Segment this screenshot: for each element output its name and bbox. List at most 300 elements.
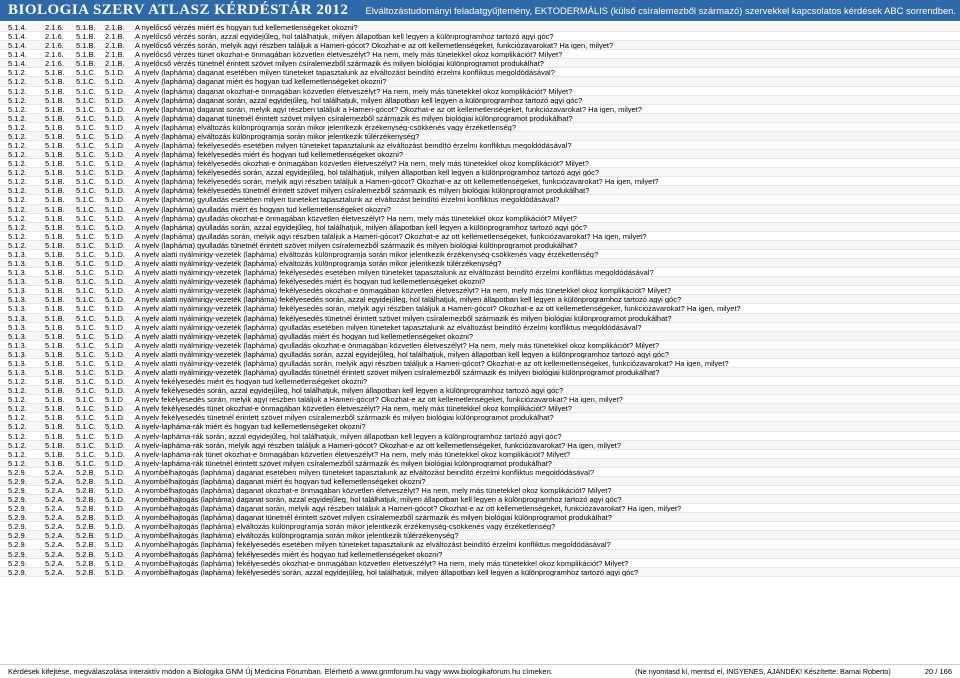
code-col-4: 5.1.D. <box>105 413 126 423</box>
code-col-2: 5.1.B. <box>45 331 65 341</box>
code-col-4: 5.1.D. <box>105 77 126 87</box>
question-text: A nyelv (lapháma) fekélyesedés tünetnél érintett szövet milyen csíralemezből származik és milyen biológiai különprogramot produkálhat? <box>135 186 590 195</box>
code-col-3: 5.1.C. <box>76 422 97 432</box>
question-text: A nyelv alatti nyálmirigy-vezeték (lapháma) gyulladás tünetnél érintett szövet milyen csíralemezből származik és milyen biológiai különprogramot produkálhat? <box>135 367 660 377</box>
table-row <box>0 540 960 549</box>
code-col-2: 5.1.B. <box>45 186 65 196</box>
code-col-4: 5.1.D. <box>105 540 126 550</box>
table-row <box>0 232 960 241</box>
code-col-3: 5.1.C. <box>76 313 97 323</box>
question-text: A nyombélhajtogás (lapháma) elváltozás különprogramja során mikor jelentkezik túlérzékenység? <box>135 531 459 540</box>
code-col-3: 5.1.C. <box>76 440 97 450</box>
code-col-2: 5.1.B. <box>45 358 65 368</box>
code-col-2: 5.1.B. <box>45 322 65 332</box>
code-col-4: 5.1.D. <box>105 522 126 532</box>
code-col-2: 5.1.B. <box>45 259 65 269</box>
code-col-2: 5.1.B. <box>45 449 65 459</box>
code-col-2: 5.1.B. <box>45 277 65 287</box>
code-col-3: 5.1.C. <box>76 150 97 160</box>
table-row <box>0 450 960 459</box>
code-col-3: 5.1.C. <box>76 104 97 114</box>
code-col-4: 5.1.D. <box>105 86 126 96</box>
code-col-1: 5.1.3. <box>8 367 27 377</box>
code-col-2: 5.1.B. <box>45 222 65 232</box>
code-col-2: 2.1.6. <box>45 50 64 60</box>
question-text: A nyelőcső vérzés tünet okozhat-e önmagában közvetlen életveszélyt? Ha nem, mely más tünetekkel okoz komplikációt? Milyet? <box>135 50 563 59</box>
table-row <box>0 150 960 159</box>
code-col-4: 5.1.D. <box>105 485 126 495</box>
code-col-1: 5.1.2. <box>8 386 27 396</box>
question-text: A nyelv alatti nyálmirigy-vezeték (lapháma) elváltozás különprogramja során mikor jelentkezik túlérzékenység? <box>135 259 502 268</box>
code-col-3: 5.1.C. <box>76 177 97 187</box>
question-text: A nyelv (lapháma) daganat során, azzal egyidejűleg, hol találhatjuk, milyen állapotban kell legyen a különprogramhoz tartozó agyi góc? <box>135 95 583 104</box>
code-col-3: 5.1.C. <box>76 249 97 259</box>
question-text: A nyelv (lapháma) gyulladás során, azzal egyidejűleg, hol találhatjuk, milyen állapotban kell legyen a különprogramhoz tartozó agyi góc? <box>135 222 587 231</box>
code-col-2: 5.1.B. <box>45 150 65 160</box>
code-col-3: 5.1.C. <box>76 168 97 178</box>
question-text: A nyelőcső vérzés során, melyik agyi részben találjuk a Hameri-gócot? Okozhat-e az ott kellemetlenségeket, funkciózavarokat? Ha igen, milyet? <box>135 41 614 50</box>
code-col-3: 5.1.C. <box>76 77 97 87</box>
code-col-1: 5.1.3. <box>8 322 27 332</box>
code-col-2: 5.1.B. <box>45 286 65 296</box>
code-col-2: 5.2.A. <box>45 504 65 514</box>
table-row <box>0 341 960 350</box>
question-text: A nyelv (lapháma) gyulladás tünetnél érintett szövet milyen csíralemezből származik és milyen biológiai különprogramot produkálhat? <box>135 240 578 249</box>
code-col-3: 5.1.C. <box>76 367 97 377</box>
code-col-1: 5.1.2. <box>8 159 27 169</box>
table-row <box>0 522 960 531</box>
code-col-1: 5.1.2. <box>8 150 27 160</box>
question-text: A nyelv (lapháma) daganat okozhat-e önmagában közvetlen életveszélyt? Ha nem, mely más tünetekkel okoz komplikációt? Milyet? <box>135 86 573 95</box>
code-col-1: 5.1.2. <box>8 177 27 187</box>
code-col-1: 5.1.2. <box>8 213 27 223</box>
question-text: A nyombélhajtogás (lapháma) daganat miért és hogyan tud kellemetlenségeket okozni? <box>135 476 426 485</box>
table-row <box>0 205 960 214</box>
code-col-2: 2.1.6. <box>45 41 64 51</box>
question-text: A nyelv fekélyesedés során, melyik agyi részben találjuk a Hameri-gócot? Okozhat-e az ott kellemetlenségeket, funkciózavarokat? Ha igen, milyet? <box>135 395 623 404</box>
code-col-3: 5.1.C. <box>76 377 97 387</box>
code-col-1: 5.1.2. <box>8 377 27 387</box>
code-col-3: 5.1.C. <box>76 349 97 359</box>
table-row <box>0 359 960 368</box>
code-col-3: 5.2.B. <box>76 513 96 523</box>
code-col-2: 5.1.B. <box>45 113 65 123</box>
table-row <box>0 304 960 313</box>
question-text: A nyelv (lapháma) gyulladás esetében milyen tüneteket tapasztalunk az elváltozást beindító érzelmi konfliktus megoldódásával? <box>135 195 560 204</box>
code-col-1: 5.1.3. <box>8 331 27 341</box>
code-col-4: 5.1.D. <box>105 386 126 396</box>
question-text: A nyelőcső vérzés tünetnél érintett szövet milyen csíralemezből származik és milyen biológiai különprogramot produkálhat? <box>135 59 544 68</box>
code-col-3: 5.1.C. <box>76 413 97 423</box>
code-col-3: 5.2.B. <box>76 522 96 532</box>
code-col-4: 5.1.D. <box>105 222 126 232</box>
code-col-4: 2.1.B. <box>105 50 125 60</box>
table-row <box>0 422 960 431</box>
code-col-4: 5.1.D. <box>105 186 126 196</box>
page-header <box>0 0 960 21</box>
code-col-1: 5.2.9. <box>8 467 27 477</box>
code-col-1: 5.1.2. <box>8 186 27 196</box>
table-row <box>0 123 960 132</box>
code-col-4: 5.1.D. <box>105 331 126 341</box>
code-col-1: 5.1.2. <box>8 458 27 468</box>
code-col-1: 5.1.2. <box>8 431 27 441</box>
code-col-4: 5.1.D. <box>105 168 126 178</box>
page-number: 20 / 166 <box>924 667 952 676</box>
table-row <box>0 477 960 486</box>
code-col-3: 5.2.B. <box>76 476 96 486</box>
table-row <box>0 386 960 395</box>
question-text: A nyelv (lapháma) fekélyesedés során, melyik agyi részben találjuk a Hameri-gócot? Okozhat-e az ott kellemetlenségeket, funkciózavarokat? Ha igen, milyet? <box>135 177 659 186</box>
code-col-4: 5.1.D. <box>105 513 126 523</box>
table-row <box>0 259 960 268</box>
code-col-1: 5.1.2. <box>8 413 27 423</box>
code-col-2: 5.1.B. <box>45 249 65 259</box>
code-col-4: 2.1.B. <box>105 59 125 69</box>
table-row <box>0 214 960 223</box>
code-col-2: 5.1.B. <box>45 404 65 414</box>
question-text: A nyelv (lapháma) fekélyesedés miért és hogyan tud kellemetlenségeket okozni? <box>135 150 404 159</box>
code-col-1: 5.1.2. <box>8 404 27 414</box>
code-col-1: 5.1.3. <box>8 286 27 296</box>
question-text: A nyelv alatti nyálmirigy-vezeték (lapháma) gyulladás során, melyik agyi részben találjuk a Hameri-gócot? Okozhat-e az ott kellemetlenségeket, funkciózavarokat? Ha igen, milyet? <box>135 358 729 367</box>
question-text: A nyelv alatti nyálmirigy-vezeték (lapháma) fekélyesedés miért és hogyan tud kellemetlenségeket okozni? <box>135 277 486 286</box>
code-col-3: 5.1.C. <box>76 186 97 196</box>
code-col-4: 5.1.D. <box>105 458 126 468</box>
header-subtitle: Elváltozástudományi feladatgyűjtemény, EKTODERMÁLIS (külső csíralemezből származó) szervekkel kapcsolatos kérdések ABC sorrendben. <box>365 5 956 16</box>
code-col-4: 5.1.D. <box>105 567 126 577</box>
question-text: A nyelv (lapháma) daganat során, melyik agyi részben találjuk a Hameri-gócot? Okozhat-e az ott kellemetlenségeket, funkciózavarokat? Ha igen, milyet? <box>135 104 642 113</box>
table-row <box>0 23 960 32</box>
code-col-3: 5.1.C. <box>76 231 97 241</box>
code-col-2: 5.1.B. <box>45 231 65 241</box>
code-col-4: 2.1.B. <box>105 23 125 32</box>
question-text: A nyombélhajtogás (lapháma) fekélyesedés során, azzal egyidejűleg, hol találhatjuk, milyen állapotban kell legyen a különprogramhoz tartozó agyi góc? <box>135 567 639 576</box>
code-col-2: 5.1.B. <box>45 77 65 87</box>
code-col-1: 5.1.2. <box>8 231 27 241</box>
code-col-3: 5.1.C. <box>76 431 97 441</box>
code-col-3: 5.1.B. <box>76 50 96 60</box>
page-footer <box>0 664 960 678</box>
code-col-4: 5.1.D. <box>105 268 126 278</box>
code-col-2: 5.1.B. <box>45 431 65 441</box>
question-text: A nyelv alatti nyálmirigy-vezeték (lapháma) gyulladás során, azzal egyidejűleg, hol találhatjuk, milyen állapotban kell legyen a különprogramhoz tartozó agyi góc? <box>135 349 670 358</box>
table-row <box>0 295 960 304</box>
code-col-3: 5.1.C. <box>76 331 97 341</box>
table-row <box>0 377 960 386</box>
code-col-1: 5.1.2. <box>8 131 27 141</box>
question-text: A nyelv (lapháma) fekélyesedés esetében milyen tüneteket tapasztalunk az elváltozást beindító érzelmi konfliktus megoldódásával? <box>135 141 572 150</box>
code-col-1: 5.1.3. <box>8 349 27 359</box>
code-col-1: 5.1.2. <box>8 113 27 123</box>
code-col-1: 5.1.2. <box>8 204 27 214</box>
code-col-3: 5.1.C. <box>76 222 97 232</box>
question-text: A nyelv (lapháma) fekélyesedés során, azzal egyidejűleg, hol találhatjuk, milyen állapotban kell legyen a különprogramhoz tartozó agyi góc? <box>135 168 600 177</box>
code-col-1: 5.2.9. <box>8 495 27 505</box>
question-text: A nyelőcső vérzés során, azzal egyidejűleg, hol találhatjuk, milyen állapotban kell legyen a különprogramhoz tartozó agyi góc? <box>135 32 554 41</box>
code-col-4: 5.1.D. <box>105 231 126 241</box>
code-col-2: 5.2.A. <box>45 549 65 559</box>
code-col-4: 5.1.D. <box>105 277 126 287</box>
code-col-3: 5.1.C. <box>76 449 97 459</box>
code-col-3: 5.1.C. <box>76 322 97 332</box>
code-col-4: 5.1.D. <box>105 395 126 405</box>
code-col-4: 5.1.D. <box>105 204 126 214</box>
code-col-3: 5.1.C. <box>76 286 97 296</box>
code-col-3: 5.2.B. <box>76 504 96 514</box>
code-col-4: 5.1.D. <box>105 322 126 332</box>
code-col-1: 5.1.2. <box>8 68 27 78</box>
code-col-3: 5.1.C. <box>76 68 97 78</box>
table-row <box>0 186 960 195</box>
table-row <box>0 250 960 259</box>
table-row <box>0 368 960 377</box>
code-col-4: 5.1.D. <box>105 422 126 432</box>
footer-note: Kérdések kifejtése, megválaszolása interaktív módon a Biologika GNM Új Medicina Fórumban. Elérhető a www.gnmforum.hu vagy www.biologikaforum.hu címeken. <box>8 667 553 676</box>
code-col-2: 5.1.B. <box>45 340 65 350</box>
question-text: A nyombélhajtogás (lapháma) daganat során, azzal egyidejűleg, hol találhatjuk, milyen állapotban kell legyen a különprogramhoz tartozó agyi góc? <box>135 495 622 504</box>
code-col-1: 5.2.9. <box>8 485 27 495</box>
code-col-3: 5.1.B. <box>76 59 96 69</box>
code-col-3: 5.1.C. <box>76 295 97 305</box>
code-col-1: 5.1.3. <box>8 268 27 278</box>
question-text: A nyombélhajtogás (lapháma) fekélyesedés miért és hogyan tud kellemetlenségeket okozni? <box>135 549 443 558</box>
code-col-3: 5.1.C. <box>76 240 97 250</box>
code-col-2: 5.1.B. <box>45 268 65 278</box>
code-col-1: 5.2.9. <box>8 531 27 541</box>
table-row <box>0 459 960 468</box>
question-text: A nyelv (lapháma) elváltozás különprogramja során mikor jelentkezik érzékenység-csökkenés vagy érzéketlenség? <box>135 122 517 131</box>
code-col-4: 5.1.D. <box>105 259 126 269</box>
code-col-4: 5.1.D. <box>105 549 126 559</box>
question-text: A nyelv alatti nyálmirigy-vezeték (lapháma) gyulladás miért és hogyan tud kellemetlenségeket okozni? <box>135 331 474 340</box>
code-col-3: 5.1.C. <box>76 458 97 468</box>
table-row <box>0 441 960 450</box>
code-col-1: 5.1.2. <box>8 449 27 459</box>
code-col-2: 5.2.A. <box>45 558 65 568</box>
table-row <box>0 50 960 59</box>
code-col-2: 5.1.B. <box>45 159 65 169</box>
question-text: A nyelv-lapháma-rák során, azzal egyidejűleg, hol találhatjuk, milyen állapotban kell legyen a különprogramhoz tartozó agyi góc? <box>135 431 562 440</box>
code-col-4: 5.1.D. <box>105 504 126 514</box>
question-text: A nyelv alatti nyálmirigy-vezeték (lapháma) gyulladás okozhat-e önmagában közvetlen életveszélyt? Ha nem, mely más tünetekkel okoz komplikációt? Milyet? <box>135 340 660 349</box>
code-col-1: 5.1.2. <box>8 222 27 232</box>
question-text: A nyelv-lapháma-rák tünet okozhat-e önmagában közvetlen életveszélyt? Ha nem, mely más tünetekkel okoz komplikációt? Milyet? <box>135 449 571 458</box>
code-col-4: 5.1.D. <box>105 122 126 132</box>
table-row <box>0 350 960 359</box>
question-text: A nyelv alatti nyálmirigy-vezeték (lapháma) fekélyesedés okozhat-e önmagában közvetlen életveszélyt? Ha nem, mely más tünetekkel okoz komplikációt? Milyet? <box>135 286 672 295</box>
code-col-3: 5.1.C. <box>76 113 97 123</box>
code-col-1: 5.1.2. <box>8 168 27 178</box>
code-col-3: 5.1.C. <box>76 268 97 278</box>
code-col-2: 5.1.B. <box>45 195 65 205</box>
code-col-4: 5.1.D. <box>105 313 126 323</box>
question-text: A nyelv (lapháma) gyulladás során, melyik agyi részben találjuk a Hameri-gócot? Okozhat-e az ott kellemetlenségeket, funkciózavarokat? Ha igen, milyet? <box>135 231 647 240</box>
question-table <box>0 23 960 577</box>
table-row <box>0 241 960 250</box>
code-col-3: 5.1.C. <box>76 358 97 368</box>
code-col-3: 5.1.B. <box>76 32 96 42</box>
question-text: A nyombélhajtogás (lapháma) daganat tünetnél érintett szövet milyen csíralemezből származik és milyen biológiai különprogramot produkálhat? <box>135 513 612 522</box>
code-col-4: 5.1.D. <box>105 113 126 123</box>
code-col-4: 5.1.D. <box>105 440 126 450</box>
code-col-4: 5.1.D. <box>105 531 126 541</box>
code-col-2: 5.2.A. <box>45 567 65 577</box>
code-col-1: 5.2.9. <box>8 476 27 486</box>
question-text: A nyelv fekélyesedés miért és hogyan tud kellemetlenségeket okozni? <box>135 377 368 386</box>
code-col-2: 5.1.B. <box>45 240 65 250</box>
question-text: A nyelv (lapháma) daganat esetében milyen tüneteket tapasztalunk az elváltozást beindító érzelmi konfliktus megoldódásával? <box>135 68 555 77</box>
table-row <box>0 141 960 150</box>
question-text: A nyelv (lapháma) elváltozás különprogramja során mikor jelentkezik túlérzékenység? <box>135 131 420 141</box>
table-row <box>0 404 960 413</box>
table-row <box>0 495 960 504</box>
code-col-1: 5.1.4. <box>8 23 27 32</box>
code-col-4: 5.1.D. <box>105 495 126 505</box>
code-col-2: 5.1.B. <box>45 422 65 432</box>
code-col-4: 5.1.D. <box>105 249 126 259</box>
table-row <box>0 132 960 141</box>
code-col-2: 5.1.B. <box>45 413 65 423</box>
code-col-3: 5.1.C. <box>76 95 97 105</box>
code-col-1: 5.1.2. <box>8 395 27 405</box>
table-row <box>0 96 960 105</box>
code-col-3: 5.2.B. <box>76 558 96 568</box>
code-col-4: 5.1.D. <box>105 95 126 105</box>
table-row <box>0 504 960 513</box>
code-col-1: 5.1.4. <box>8 41 27 51</box>
code-col-2: 5.1.B. <box>45 204 65 214</box>
question-text: A nyelv (lapháma) gyulladás miért és hogyan tud kellemetlenségeket okozni? <box>135 204 391 213</box>
code-col-1: 5.1.2. <box>8 104 27 114</box>
code-col-4: 5.1.D. <box>105 150 126 160</box>
code-col-3: 5.1.C. <box>76 277 97 287</box>
code-col-4: 5.1.D. <box>105 295 126 305</box>
question-text: A nyelv alatti nyálmirigy-vezeték (lapháma) fekélyesedés során, melyik agyi részben találjuk a Hameri-gócot? Okozhat-e az ott kellemetlenségeket, funkciózavarokat? Ha igen, milyet? <box>135 304 741 313</box>
code-col-2: 5.2.A. <box>45 485 65 495</box>
code-col-3: 5.1.C. <box>76 122 97 132</box>
question-text: A nyombélhajtogás (lapháma) daganat okozhat-e önmagában közvetlen életveszélyt? Ha nem, mely más tünetekkel okoz komplikációt? Milyet? <box>135 485 612 495</box>
question-text: A nyelv fekélyesedés során, azzal egyidejűleg, hol találhatjuk, milyen állapotban kell legyen a különprogramhoz tartozó agyi góc? <box>135 386 564 395</box>
question-text: A nyombélhajtogás (lapháma) fekélyesedés esetében milyen tüneteket tapasztalunk az elváltozást beindító érzelmi konfliktus megoldódásával? <box>135 540 611 549</box>
table-row <box>0 114 960 123</box>
code-col-2: 5.1.B. <box>45 213 65 223</box>
code-col-3: 5.2.B. <box>76 540 96 550</box>
question-text: A nyelv-lapháma-rák során, melyik agyi részben találjuk a Hameri-gócot? Okozhat-e az ott kellemetlenségeket, funkciózavarokat? Ha igen, milyet? <box>135 440 622 449</box>
code-col-1: 5.2.9. <box>8 549 27 559</box>
code-col-2: 5.2.A. <box>45 540 65 550</box>
table-row <box>0 550 960 559</box>
code-col-2: 5.1.B. <box>45 168 65 178</box>
code-col-1: 5.1.2. <box>8 240 27 250</box>
code-col-2: 2.1.6. <box>45 23 64 32</box>
code-col-4: 5.1.D. <box>105 358 126 368</box>
code-col-3: 5.1.C. <box>76 159 97 169</box>
code-col-2: 5.2.A. <box>45 495 65 505</box>
question-text: A nyelv-lapháma-rák tünetnél érintett szövet milyen csíralemezből származik és milyen biológiai különprogramot produkálhat? <box>135 458 552 467</box>
code-col-1: 5.2.9. <box>8 522 27 532</box>
code-col-3: 5.1.C. <box>76 259 97 269</box>
table-row <box>0 87 960 96</box>
question-text: A nyelv alatti nyálmirigy-vezeték (lapháma) fekélyesedés során, azzal egyidejűleg, hol találhatjuk, milyen állapotban kell legyen a különprogramhoz tartozó agyi góc? <box>135 295 682 304</box>
table-row <box>0 168 960 177</box>
table-row <box>0 559 960 568</box>
question-text: A nyombélhajtogás (lapháma) elváltozás különprogramja során mikor jelentkezik érzékenység-csökkenés vagy érzéketlenség? <box>135 522 556 531</box>
table-row <box>0 177 960 186</box>
table-row <box>0 486 960 495</box>
code-col-1: 5.1.3. <box>8 358 27 368</box>
code-col-4: 5.1.D. <box>105 286 126 296</box>
code-col-4: 2.1.B. <box>105 41 125 51</box>
code-col-3: 5.1.B. <box>76 23 96 32</box>
code-col-4: 5.1.D. <box>105 558 126 568</box>
table-row <box>0 568 960 577</box>
table-row <box>0 77 960 86</box>
code-col-4: 5.1.D. <box>105 104 126 114</box>
table-row <box>0 59 960 68</box>
table-row <box>0 332 960 341</box>
table-row <box>0 432 960 441</box>
question-text: A nyelv (lapháma) daganat miért és hogyan tud kellemetlenségeket okozni? <box>135 77 387 86</box>
code-col-1: 5.1.3. <box>8 277 27 287</box>
code-col-2: 5.1.B. <box>45 177 65 187</box>
table-row <box>0 413 960 422</box>
table-row <box>0 159 960 168</box>
code-col-2: 5.1.B. <box>45 95 65 105</box>
table-row <box>0 277 960 286</box>
code-col-1: 5.1.2. <box>8 86 27 96</box>
code-col-4: 5.1.D. <box>105 367 126 377</box>
table-row <box>0 41 960 50</box>
code-col-4: 5.1.D. <box>105 340 126 350</box>
code-col-2: 5.2.A. <box>45 522 65 532</box>
code-col-2: 5.1.B. <box>45 131 65 141</box>
code-col-4: 5.1.D. <box>105 68 126 78</box>
code-col-2: 5.2.A. <box>45 467 65 477</box>
table-row <box>0 314 960 323</box>
code-col-2: 5.1.B. <box>45 104 65 114</box>
table-row <box>0 268 960 277</box>
code-col-2: 5.1.B. <box>45 440 65 450</box>
code-col-3: 5.1.C. <box>76 340 97 350</box>
code-col-1: 5.1.2. <box>8 77 27 87</box>
code-col-1: 5.2.9. <box>8 513 27 523</box>
code-col-1: 5.2.9. <box>8 504 27 514</box>
code-col-3: 5.1.C. <box>76 131 97 141</box>
code-col-1: 5.1.2. <box>8 122 27 132</box>
code-col-3: 5.1.C. <box>76 141 97 151</box>
code-col-4: 5.1.D. <box>105 431 126 441</box>
footer-credit: (Ne nyomtasd ki, mentsd el, INGYENES, AJÁNDÉK! Készítette: Barnai Roberto) <box>635 667 891 676</box>
code-col-4: 5.1.D. <box>105 141 126 151</box>
code-col-3: 5.2.B. <box>76 485 96 495</box>
code-col-3: 5.1.C. <box>76 395 97 405</box>
table-row <box>0 468 960 477</box>
code-col-1: 5.1.3. <box>8 249 27 259</box>
code-col-4: 5.1.D. <box>105 195 126 205</box>
code-col-2: 5.1.B. <box>45 295 65 305</box>
question-text: A nyelv alatti nyálmirigy-vezeték (lapháma) gyulladás esetében milyen tüneteket tapasztalunk az elváltozást beindító érzelmi konfliktus megoldódásával? <box>135 322 642 331</box>
question-text: A nyombélhajtogás (lapháma) daganat során, melyik agyi részben találjuk a Hameri-gócot? Okozhat-e az ott kellemetlenségeket, funkciózavarokat? Ha igen, milyet? <box>135 504 682 513</box>
code-col-1: 5.2.9. <box>8 558 27 568</box>
table-row <box>0 195 960 204</box>
code-col-3: 5.2.B. <box>76 467 96 477</box>
table-row <box>0 32 960 41</box>
code-col-1: 5.1.3. <box>8 295 27 305</box>
code-col-4: 5.1.D. <box>105 349 126 359</box>
code-col-2: 5.1.B. <box>45 86 65 96</box>
code-col-4: 5.1.D. <box>105 304 126 314</box>
